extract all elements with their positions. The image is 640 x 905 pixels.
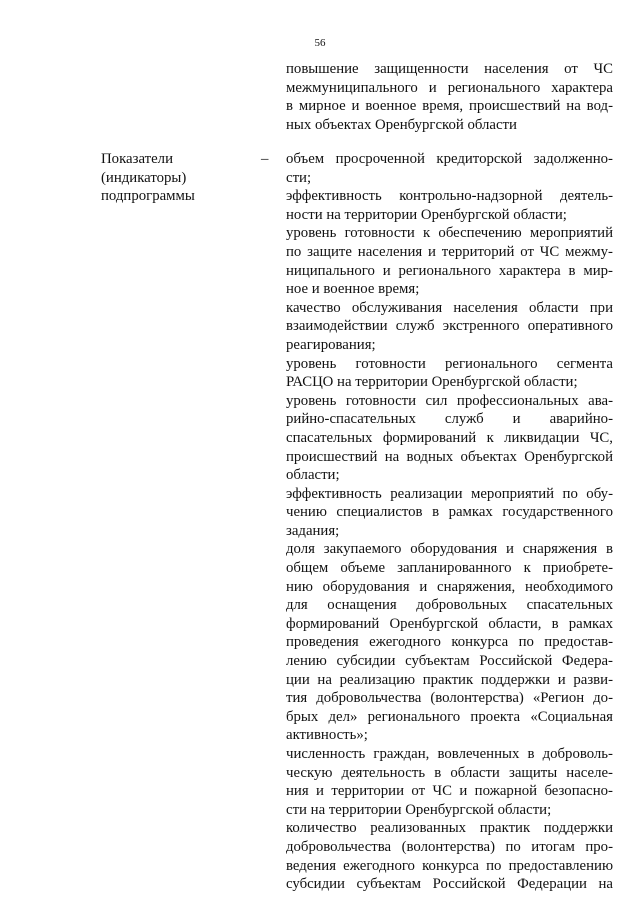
text-line: по защите населения и территорий от ЧС межму- [286,243,613,260]
text-line: добровольчества (волонтерства) по итогам про- [286,838,613,855]
text-line: ведения ежегодного конкурса по предоставлению [286,857,613,874]
text-line: реагирования; [286,336,376,353]
text-line: ности на территории Оренбургской области; [286,206,567,223]
text-line: для оснащения добровольных спасательных [286,597,613,614]
text-line: повышение защищенности населения от ЧС [286,61,613,77]
text-line: в мирное и военное время, происшествий на вод- [286,98,613,115]
text-line: субсидии субъектам Российской Федерации на [286,876,613,893]
text-line: ции на реализацию практик поддержки и разви- [286,671,613,688]
text-line: нию оборудования и снаряжения, необходимого [286,578,613,595]
intro-text-block [286,60,613,134]
text-line: РАСЦО на территории Оренбургской области; [286,374,578,391]
text-line: уровень готовности регионального сегмента [286,355,613,372]
text-line: количество реализованных практик поддержки [286,820,613,837]
text-line: эффективность реализации мероприятий по обу- [286,485,613,502]
indicators-list [286,150,613,894]
text-line: ных объектах Оренбургской области [286,116,517,133]
text-line: эффективность контрольно-надзорной деятель- [286,188,613,205]
text-line: спасательных формирований к ликвидации ЧС, [286,429,613,446]
text-line: уровень готовности сил профессиональных ава- [286,392,613,409]
text-line: общем объеме запланированного к приобрете- [286,560,613,577]
label-line: Показатели [101,151,173,167]
text-line: сти; [286,169,312,186]
text-line: объем просроченной кредиторской задолженно- [286,151,613,167]
text-line: формирований Оренбургской области, в рамках [286,615,613,632]
text-line: лению субсидии субъектам Российской Федера- [286,653,613,670]
text-line: тия добровольчества (волонтерства) «Регион до- [286,690,613,707]
label-line: (индикаторы) [101,169,187,186]
text-line: проведения ежегодного конкурса по предостав- [286,634,613,651]
text-line: чению специалистов в рамках государственного [286,504,613,521]
text-line: качество обслуживания населения области при [286,299,613,316]
text-line: ное и военное время; [286,281,420,298]
text-line: взаимодействии служб экстренного оперативного [286,318,613,335]
text-line: брых дел» регионального проекта «Социальная [286,708,613,725]
text-line: области; [286,467,340,484]
label-line: подпрограммы [101,188,195,205]
text-line: ческую деятельность в области защиты населе- [286,764,613,781]
text-line: ниципального и регионального характера в мир- [286,262,613,279]
label-dash: – [261,151,269,167]
text-line: задания; [286,522,340,539]
indicators-label [101,150,195,206]
text-line: уровень готовности к обеспечению мероприятий [286,225,613,242]
text-line: доля закупаемого оборудования и снаряжения в [286,541,613,558]
text-line: ния и территории от ЧС и пожарной безопасно- [286,783,613,800]
page-number: 56 [314,37,326,49]
text-line: сти на территории Оренбургской области; [286,801,552,818]
text-line: активность»; [286,727,368,744]
text-line: происшествий на водных объектах Оренбургской [286,448,613,465]
text-line: межмуниципального и регионального характера [286,79,613,96]
text-line: рийно-спасательных служб и аварийно- [286,411,613,428]
text-line: численность граждан, вовлеченных в доброволь- [286,746,613,762]
